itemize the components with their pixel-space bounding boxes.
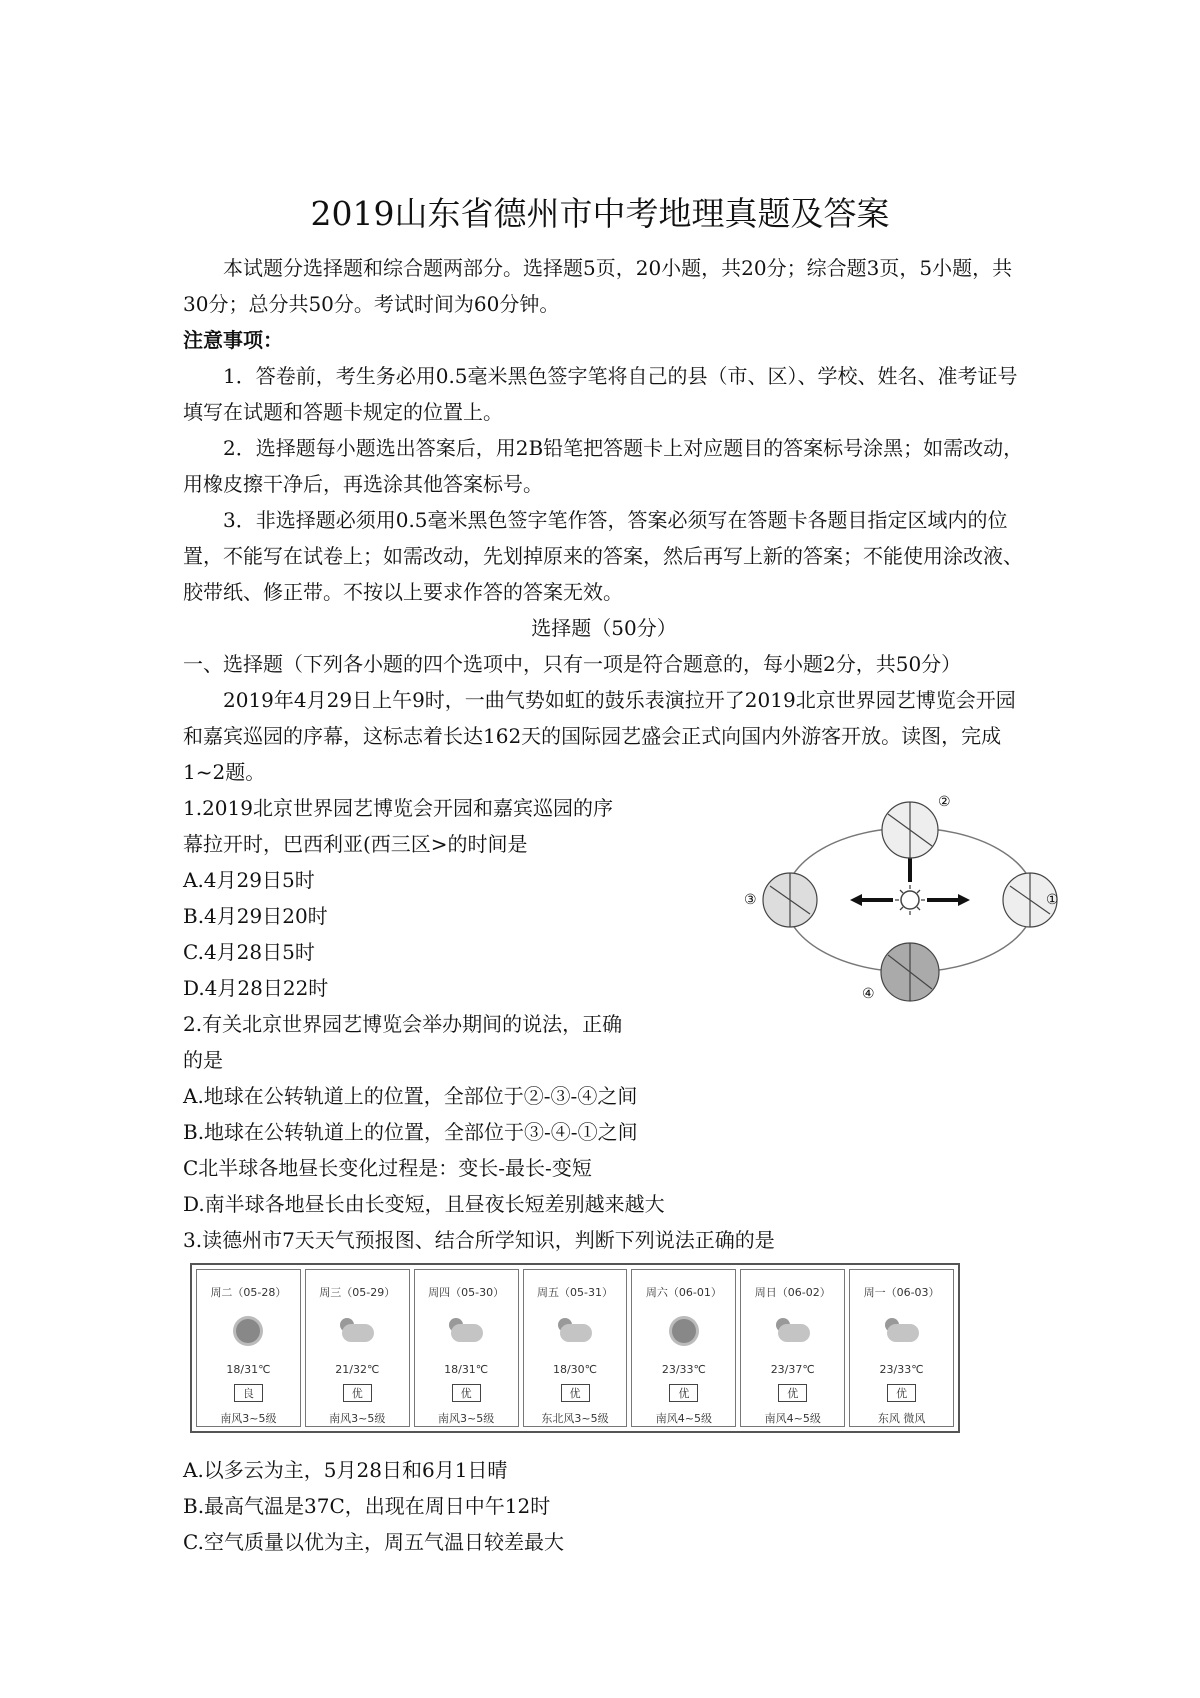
q2-option-b: B.地球在公转轨道上的位置，全部位于③-④-①之间 bbox=[183, 1120, 638, 1144]
forecast-wind: 南风4~5级 bbox=[655, 1412, 712, 1425]
forecast-wind: 南风4~5级 bbox=[764, 1412, 821, 1425]
cloudy-icon bbox=[449, 1314, 483, 1347]
q3-option-b: B.最高气温是37C，出现在周日中午12时 bbox=[183, 1494, 551, 1518]
q3-option-c: C.空气质量以优为主，周五气温日较差最大 bbox=[183, 1530, 564, 1554]
q1-option-b: B.4月29日20时 bbox=[183, 904, 328, 928]
orbit-label-4: ④ bbox=[862, 986, 875, 1002]
forecast-temperature: 18/31℃ bbox=[226, 1363, 271, 1376]
forecast-wind: 南风3~5级 bbox=[329, 1412, 386, 1425]
forecast-temperature: 21/32℃ bbox=[335, 1363, 380, 1376]
air-quality-badge: 良 bbox=[234, 1384, 263, 1402]
forecast-day bbox=[414, 1269, 519, 1427]
note-item: 1．答卷前，考生务必用0.5毫米黑色签字笔将自己的县（市、区）、学校、姓名、准考证号填写在试题和答题卡规定的位置上。 bbox=[183, 364, 1018, 424]
note-item: 2．选择题每小题选出答案后，用2B铅笔把答题卡上对应题目的答案标号涂黑；如需改动，用橡皮擦干净后，再选涂其他答案标号。 bbox=[183, 436, 1024, 496]
forecast-temperature: 18/30℃ bbox=[552, 1363, 598, 1376]
air-quality-badge: 优 bbox=[452, 1384, 481, 1402]
note-item: 3．非选择题必须用0.5毫米黑色签字笔作答，答案必须写在答题卡各题目指定区域内的位置，不能写在试卷上；如需改动，先划掉原来的答案，然后再写上新的答案；不能使用涂改液、胶带纸、修正带。不按以上要求作答的答案无效。 bbox=[183, 508, 1023, 604]
question-2-stem: 2.有关北京世界园艺博览会举办期间的说法，正确 bbox=[183, 1012, 623, 1036]
question-3-stem: 3.读德州市7天天气预报图、结合所学知识，判断下列说法正确的是 bbox=[183, 1228, 775, 1252]
forecast-date: 周六（06-01） bbox=[645, 1286, 722, 1299]
cloudy-icon bbox=[776, 1314, 810, 1347]
q1-option-c: C.4月28日5时 bbox=[183, 940, 315, 964]
orbit-label-2: ② bbox=[938, 794, 951, 810]
q3-option-a: A.以多云为主，5月28日和6月1日晴 bbox=[183, 1458, 508, 1482]
forecast-temperature: 23/37℃ bbox=[770, 1363, 815, 1376]
cloudy-icon bbox=[558, 1314, 592, 1347]
q2-option-a: A.地球在公转轨道上的位置，全部位于②-③-④之间 bbox=[183, 1084, 638, 1108]
intro-paragraph: 本试题分选择题和综合题两部分。选择题5页，20小题，共20分；综合题3页，5小题，共30分；总分共50分。考试时间为60分钟。 bbox=[183, 256, 1013, 316]
section-instruction: 一、选择题（下列各小题的四个选项中，只有一项是符合题意的，每小题2分，共50分） bbox=[183, 652, 962, 676]
question-context: 2019年4月29日上午9时，一曲气势如虹的鼓乐表演拉开了2019北京世界园艺博览会开园和嘉宾巡园的序幕，这标志着长达162天的国际园艺盛会正式向国内外游客开放。读图，完成1~2题。 bbox=[183, 688, 1016, 784]
forecast-wind: 南风3~5级 bbox=[438, 1412, 495, 1425]
sun-icon bbox=[667, 1314, 701, 1347]
cloudy-icon bbox=[885, 1314, 919, 1347]
notes-heading: 注意事项： bbox=[183, 328, 283, 352]
q1-option-a: A.4月29日5时 bbox=[183, 868, 315, 892]
forecast-wind: 东北风3~5级 bbox=[541, 1412, 609, 1425]
forecast-temperature: 18/31℃ bbox=[444, 1363, 489, 1376]
forecast-day bbox=[631, 1269, 736, 1427]
forecast-date: 周一（06-03） bbox=[863, 1286, 940, 1299]
cloudy-icon bbox=[340, 1314, 374, 1347]
forecast-wind: 南风3~5级 bbox=[220, 1412, 277, 1425]
forecast-day bbox=[305, 1269, 410, 1427]
weather-forecast-table bbox=[190, 1263, 960, 1433]
air-quality-badge: 优 bbox=[887, 1384, 916, 1402]
air-quality-badge: 优 bbox=[778, 1384, 807, 1402]
question-1-stem: 1.2019北京世界园艺博览会开园和嘉宾巡园的序 bbox=[183, 796, 613, 820]
weather-forecast-figure bbox=[190, 1263, 960, 1433]
q2-option-c: C北半球各地昼长变化过程是：变长-最长-变短 bbox=[183, 1156, 592, 1180]
page-title: 2019山东省德州市中考地理真题及答案 bbox=[310, 194, 890, 233]
forecast-date: 周二（05-28） bbox=[210, 1286, 287, 1299]
sun-icon bbox=[231, 1314, 265, 1347]
forecast-date: 周四（05-30） bbox=[428, 1286, 505, 1299]
question-2-stem: 的是 bbox=[183, 1048, 223, 1072]
earth-orbit-diagram bbox=[760, 800, 1060, 1005]
air-quality-badge: 优 bbox=[669, 1384, 698, 1402]
forecast-day bbox=[849, 1269, 954, 1427]
earth-orbit-figure bbox=[744, 794, 1060, 1005]
air-quality-badge: 优 bbox=[343, 1384, 372, 1402]
question-1-stem: 幕拉开时，巴西利亚(西三区>的时间是 bbox=[183, 832, 528, 856]
sun-icon bbox=[901, 891, 919, 909]
forecast-day bbox=[740, 1269, 845, 1427]
section-title: 选择题（50分） bbox=[531, 616, 677, 640]
forecast-wind: 东风 微风 bbox=[877, 1412, 926, 1425]
forecast-temperature: 23/33℃ bbox=[661, 1363, 706, 1376]
forecast-temperature: 23/33℃ bbox=[879, 1363, 924, 1376]
forecast-date: 周三（05-29） bbox=[319, 1286, 396, 1299]
forecast-day bbox=[523, 1269, 628, 1427]
air-quality-badge: 优 bbox=[561, 1384, 590, 1402]
forecast-day bbox=[196, 1269, 301, 1427]
orbit-label-1: ① bbox=[1046, 892, 1059, 908]
q1-option-d: D.4月28日22时 bbox=[183, 976, 329, 1000]
forecast-date: 周五（05-31） bbox=[537, 1286, 613, 1299]
q2-option-d: D.南半球各地昼长由长变短，且昼夜长短差别越来越大 bbox=[183, 1192, 665, 1216]
orbit-label-3: ③ bbox=[744, 892, 757, 908]
forecast-date: 周日（06-02） bbox=[754, 1286, 831, 1299]
